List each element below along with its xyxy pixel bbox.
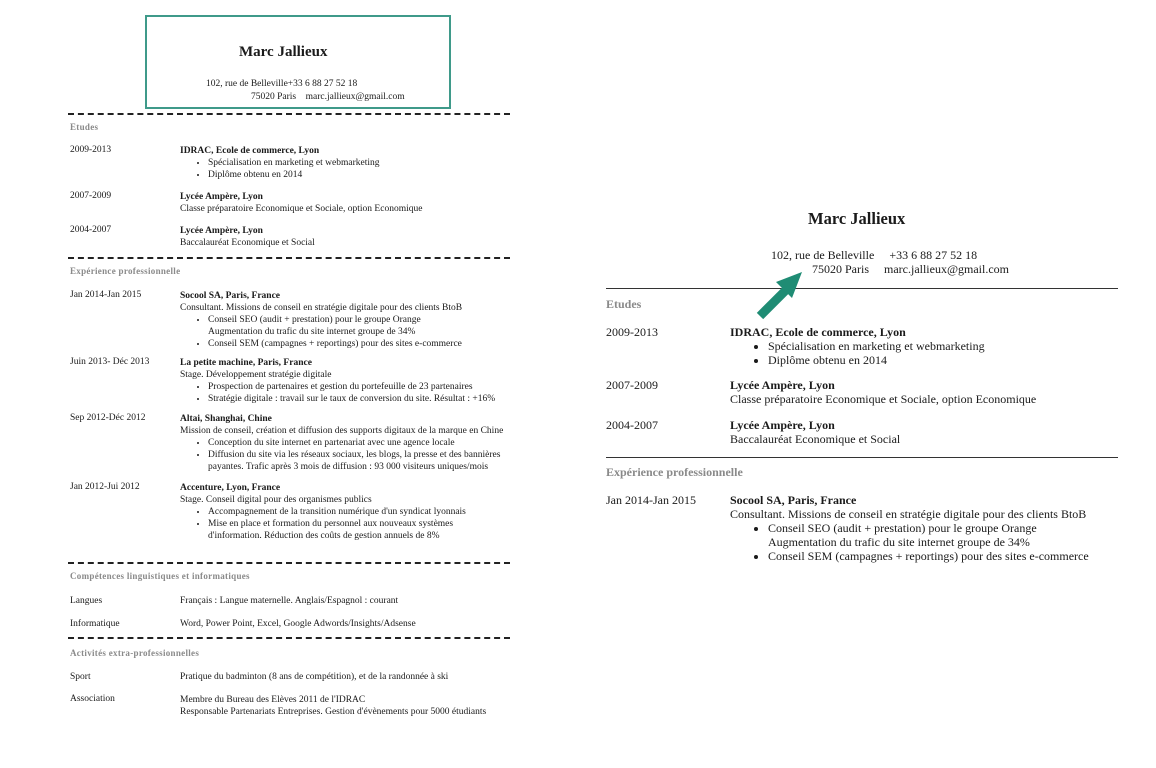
exp-dates: Juin 2013- Déc 2013 [70, 357, 150, 367]
section-activites: Activités extra-professionnelles [70, 648, 200, 658]
exp-title: Socool SA, Paris, France [730, 493, 857, 507]
divider [68, 562, 510, 564]
exp-bullet: • Conseil SEO (audit + prestation) pour le groupe Orange Augmentation du trafic du site internet groupe de 34% [768, 521, 1089, 549]
exp-entry [180, 482, 466, 542]
cv-thumbnail [0, 0, 560, 768]
edu-entry [730, 378, 1036, 406]
exp-title: Socool SA, Paris, France [180, 291, 281, 301]
section-experience: Expérience professionnelle [70, 266, 181, 276]
edu-bullet: • Spécialisation en marketing et webmarketing [768, 339, 985, 353]
activity-value: Pratique du badminton (8 ans de compétition), et de la randonnée à ski [180, 672, 449, 682]
address-line2: 75020 Paris marc.jallieux@gmail.com [251, 92, 405, 102]
exp-line: Consultant. Missions de conseil en stratégie digitale pour des clients BtoB [730, 507, 1087, 521]
edu-entry [180, 191, 422, 215]
activity-label: Association [70, 694, 115, 704]
edu-line: Classe préparatoire Economique et Sociale, option Economique [180, 204, 423, 214]
exp-line: Stage. Développement stratégie digitale [180, 370, 332, 380]
address-line2: 75020 Paris marc.jallieux@gmail.com [812, 262, 1010, 276]
address-line1: 102, rue de Belleville+33 6 88 27 52 18 [206, 79, 358, 89]
exp-dates: Jan 2012-Jui 2012 [70, 482, 140, 492]
divider [68, 637, 510, 639]
activity-label: Sport [70, 672, 91, 682]
exp-entry [180, 413, 503, 473]
skill-label: Informatique [70, 619, 120, 629]
exp-bullet: • Accompagnement de la transition numérique d'un syndicat lyonnais [208, 506, 466, 518]
edu-dates: 2004-2007 [606, 418, 658, 432]
edu-title: Lycée Ampère, Lyon [180, 192, 263, 202]
exp-bullet: • Conseil SEO (audit + prestation) pour le groupe Orange Augmentation du trafic du site internet groupe de 34% [208, 314, 462, 338]
section-etudes: Etudes [70, 122, 99, 132]
exp-bullet: • Conseil SEM (campagnes + reportings) pour des sites e-commerce [208, 338, 462, 350]
cv-name: Marc Jallieux [239, 44, 328, 60]
cv-name: Marc Jallieux [808, 209, 906, 228]
edu-bullet: • Spécialisation en marketing et webmarketing [208, 157, 379, 169]
exp-bullet: • Conception du site internet en partenariat avec une agence locale [208, 437, 503, 449]
skill-value: Français : Langue maternelle. Anglais/Espagnol : courant [180, 596, 399, 606]
section-etudes: Etudes [606, 297, 642, 311]
edu-title: IDRAC, Ecole de commerce, Lyon [180, 146, 320, 156]
edu-dates: 2009-2013 [606, 325, 658, 339]
edu-line: Baccalauréat Economique et Social [180, 238, 315, 248]
edu-title: Lycée Ampère, Lyon [730, 378, 835, 392]
exp-bullet: • Conseil SEM (campagnes + reportings) pour des sites e-commerce [768, 549, 1089, 563]
edu-dates: 2007-2009 [606, 378, 658, 392]
edu-entry [180, 145, 379, 181]
edu-entry [730, 325, 985, 367]
edu-bullet: • Diplôme obtenu en 2014 [208, 169, 379, 181]
exp-bullet: • Stratégie digitale : travail sur le taux de conversion du site. Résultat : +16% [208, 393, 495, 405]
address-line1: 102, rue de Belleville +33 6 88 27 52 18 [771, 248, 978, 262]
edu-entry [180, 225, 315, 249]
edu-line: Classe préparatoire Economique et Sociale, option Economique [730, 392, 1037, 406]
section-competences: Compétences linguistiques et informatiques [70, 571, 250, 581]
skill-label: Langues [70, 596, 103, 606]
divider [68, 113, 510, 115]
exp-bullet: • Prospection de partenaires et gestion du portefeuille de 23 partenaires [208, 381, 495, 393]
activity-value: Membre du Bureau des Elèves 2011 de l'IDRAC Responsable Partenariats Entreprises. Gestion d'évènements pour 5000 étudiants [180, 695, 487, 717]
exp-bullet: • Diffusion du site via les réseaux sociaux, les blogs, la presse et des bannières payantes. Trafic après 3 mois de diffusion : 93 000 visiteurs uniques/mois [208, 449, 503, 473]
exp-entry [180, 357, 495, 405]
exp-dates: Jan 2014-Jan 2015 [70, 290, 142, 300]
exp-title: Altai, Shanghai, Chine [180, 414, 272, 424]
exp-line: Stage. Conseil digital pour des organismes publics [180, 495, 372, 505]
exp-entry [730, 493, 1089, 563]
exp-entry [180, 290, 462, 350]
exp-dates: Jan 2014-Jan 2015 [606, 493, 696, 507]
edu-entry [730, 418, 900, 446]
divider [68, 257, 510, 259]
edu-title: IDRAC, Ecole de commerce, Lyon [730, 325, 906, 339]
exp-line: Mission de conseil, création et diffusion des supports digitaux de la marque en Chine [180, 426, 504, 436]
cv-zoom [600, 0, 1156, 768]
edu-dates: 2009-2013 [70, 145, 112, 155]
edu-title: Lycée Ampère, Lyon [730, 418, 835, 432]
edu-title: Lycée Ampère, Lyon [180, 226, 263, 236]
edu-dates: 2007-2009 [70, 191, 112, 201]
divider [606, 288, 1118, 289]
edu-dates: 2004-2007 [70, 225, 112, 235]
exp-dates: Sep 2012-Déc 2012 [70, 413, 146, 423]
exp-bullet: • Mise en place et formation du personnel aux nouveaux systèmes d'information. Réduction des coûts de gestion annuels de 8% [208, 518, 466, 542]
exp-title: La petite machine, Paris, France [180, 358, 312, 368]
exp-title: Accenture, Lyon, France [180, 483, 281, 493]
exp-line: Consultant. Missions de conseil en stratégie digitale pour des clients BtoB [180, 303, 463, 313]
arrow-up-right-icon [750, 262, 812, 324]
section-experience: Expérience professionnelle [606, 465, 743, 479]
divider [606, 457, 1118, 458]
edu-line: Baccalauréat Economique et Social [730, 432, 901, 446]
skill-value: Word, Power Point, Excel, Google Adwords/Insights/Adsense [180, 619, 416, 629]
edu-bullet: • Diplôme obtenu en 2014 [768, 353, 985, 367]
